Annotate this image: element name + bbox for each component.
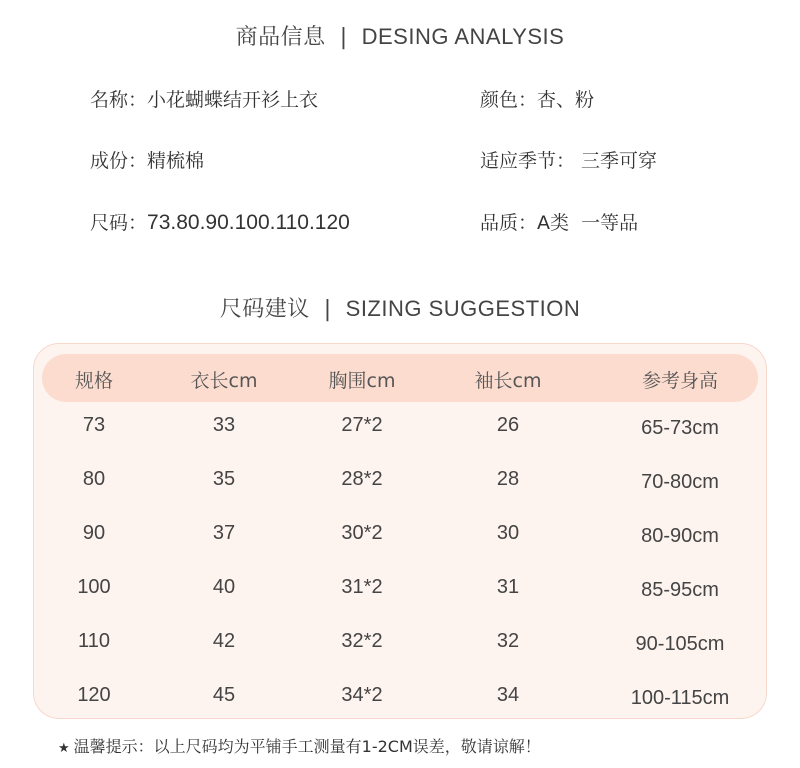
header-cell: 参考身高 [641,370,719,392]
field-value: 三季可穿 [575,150,658,172]
table-cell: 110 [78,630,110,652]
sizing-title-cn: 尺码建议 [219,297,310,322]
table-cell: 90 [82,522,106,544]
star-icon: ★ [58,741,70,756]
design-analysis-title [0,20,800,51]
field-label: 颜色： [480,89,538,111]
table-cell: 34*2 [341,684,383,706]
table-cell: 65-73cm [641,417,719,439]
header-cell: 规格 [74,370,114,392]
table-cell: 32 [496,630,520,652]
field-label: 品质： [480,212,538,234]
field-size [90,208,350,235]
design-title-cn: 商品信息 [235,25,326,50]
table-cell: 85-95cm [641,579,719,601]
table-cell: 42 [212,630,236,652]
table-cell: 33 [212,414,236,436]
field-value: 杏、粉 [537,89,595,111]
field-label: 名称： [90,89,148,111]
table-cell: 80-90cm [641,525,719,547]
table-cell: 45 [212,684,236,706]
field-label: 成份： [90,150,148,172]
field-label: 适应季节： [480,150,576,172]
table-cell: 90-105cm [635,633,725,655]
field-name [90,85,318,112]
table-cell: 32*2 [341,630,383,652]
size-table [33,343,767,719]
table-cell: 27*2 [341,414,383,436]
table-cell: 37 [212,522,236,544]
table-cell: 30 [496,522,520,544]
field-label: 尺码： [90,212,148,234]
title-separator: | [323,297,332,322]
field-value: 精梳棉 [147,150,205,172]
header-cell: 衣长cm [190,370,258,392]
field-quality [480,208,638,235]
table-cell: 70-80cm [641,471,719,493]
field-value: 73.80.90.100.110.120 [147,211,350,234]
field-season [480,146,657,173]
table-cell: 80 [82,468,106,490]
sizing-title-en: SIZING SUGGESTION [345,296,581,321]
table-cell: 28 [496,468,520,490]
table-cell: 31*2 [341,576,383,598]
field-material [90,146,204,173]
table-cell: 30*2 [341,522,383,544]
table-cell: 120 [77,684,111,706]
field-value: A类 一等品 [537,212,639,234]
table-header [42,354,758,402]
header-cell: 袖长cm [474,370,542,392]
field-color [480,85,594,112]
table-cell: 31 [496,576,520,598]
table-cell: 73 [82,414,106,436]
design-title-en: DESING ANALYSIS [361,24,565,49]
table-cell: 40 [212,576,236,598]
table-cell: 28*2 [341,468,383,490]
table-cell: 100-115cm [630,687,730,709]
table-cell: 34 [496,684,520,706]
size-note [58,734,541,757]
header-cell: 胸围cm [328,370,396,392]
table-cell: 35 [212,468,236,490]
note-text: 温馨提示：以上尺码均为平铺手工测量有1-2CM误差，敬请谅解！ [73,737,541,756]
sizing-suggestion-title [0,292,800,323]
field-value: 小花蝴蝶结开衫上衣 [147,89,319,111]
table-cell: 26 [496,414,520,436]
title-separator: | [339,25,348,50]
table-cell: 100 [77,576,111,598]
